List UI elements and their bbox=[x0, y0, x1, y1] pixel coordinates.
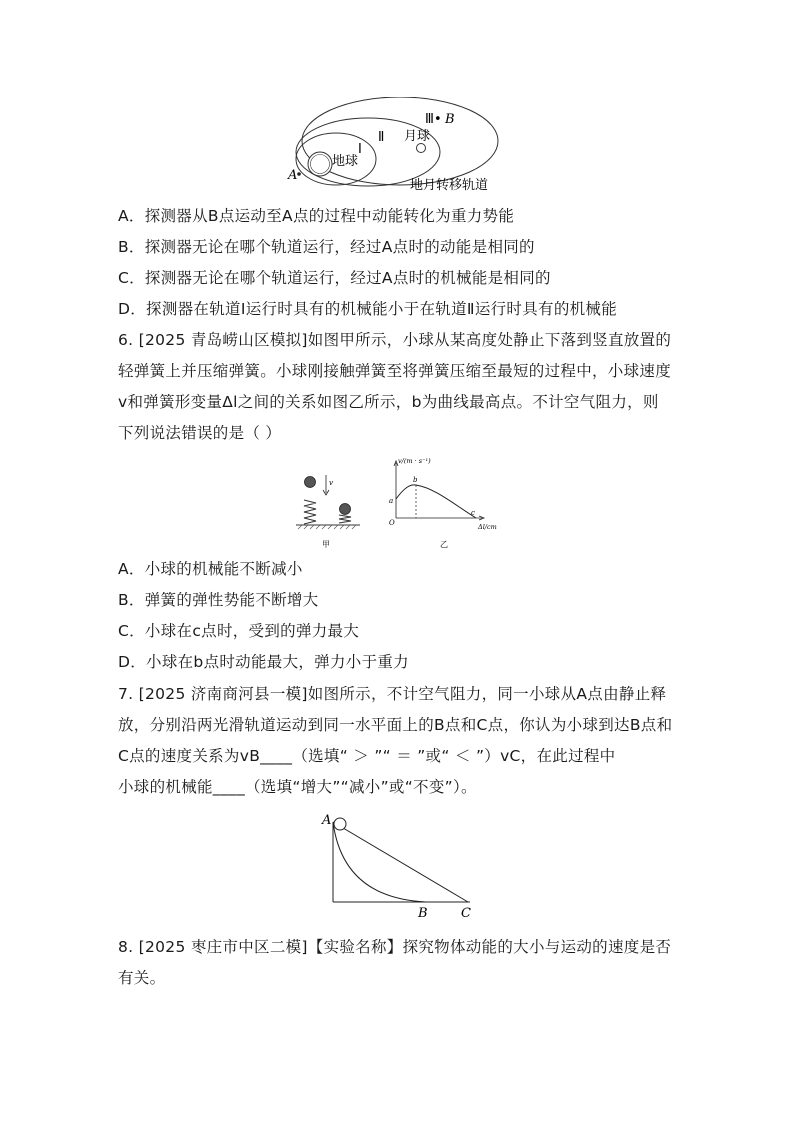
graph-point-b: b bbox=[413, 476, 418, 484]
q7-stem-line-4: 小球的机械能____（选填“增大”“减小”或“不变”）。 bbox=[118, 778, 477, 796]
graph-y-label: v/(m · s⁻¹) bbox=[398, 457, 431, 465]
point-a-dot bbox=[297, 172, 301, 176]
q7-stem-line-3: C点的速度关系为vB____（选填“ ＞ ”“ ＝ ”或“ ＜ ”）vC，在此过程中 bbox=[118, 747, 616, 765]
graph-point-c: c bbox=[471, 509, 475, 517]
point-b-label: B bbox=[418, 906, 428, 921]
transfer-orbit-ellipse bbox=[302, 97, 498, 185]
ball-at-a bbox=[334, 818, 346, 830]
q6-option-b: B．弹簧的弹性势能不断增大 bbox=[118, 591, 319, 609]
q8-stem-line-1: 8. [2025 枣庄市中区二模]【实验名称】探究物体动能的大小与运动的速度是否 bbox=[118, 938, 672, 956]
moon-label: 月球 bbox=[404, 129, 431, 144]
caption-yi: 乙 bbox=[440, 540, 448, 549]
velocity-label: v bbox=[329, 479, 333, 487]
q6-stem-line-4: 下列说法错误的是（ ） bbox=[118, 424, 282, 442]
earth-label: 地球 bbox=[332, 154, 359, 169]
point-a-label: A bbox=[288, 168, 298, 183]
q5-option-b: B．探测器无论在哪个轨道运行，经过A点时的动能是相同的 bbox=[118, 238, 535, 256]
spring-right bbox=[339, 515, 351, 523]
q6-option-d: D．小球在b点时动能最大，弹力小于重力 bbox=[118, 653, 409, 671]
falling-ball bbox=[305, 477, 316, 488]
q6-option-c: C．小球在c点时，受到的弹力最大 bbox=[118, 622, 360, 640]
q7-stem-line-1: 7. [2025 济南商河县一模]如图所示，不计空气阻力，同一小球从A点由静止释 bbox=[118, 685, 667, 703]
straight-track-ac bbox=[333, 822, 468, 902]
graph-point-a: a bbox=[389, 497, 394, 505]
point-a-label: A bbox=[322, 813, 332, 828]
track-figure bbox=[318, 810, 483, 922]
q5-option-d: D．探测器在轨道Ⅰ运行时具有的机械能小于在轨道Ⅱ运行时具有的机械能 bbox=[118, 300, 618, 318]
orbit-iii-label: Ⅲ• bbox=[425, 112, 442, 127]
graph-x-label: Δl/cm bbox=[478, 523, 497, 531]
point-c-label: C bbox=[461, 906, 471, 921]
caption-jia: 甲 bbox=[322, 540, 330, 549]
q6-stem-line-2: 轻弹簧上并压缩弹簧。小球刚接触弹簧至将弹簧压缩至最短的过程中，小球速度 bbox=[118, 362, 672, 380]
q6-stem-line-3: v和弹簧形变量Δl之间的关系如图乙所示，b为曲线最高点。不计空气阻力，则 bbox=[118, 393, 659, 411]
spring-figure bbox=[290, 455, 520, 552]
q6-stem-line-1: 6. [2025 青岛崂山区模拟]如图甲所示，小球从某高度处静止下落到竖直放置的 bbox=[118, 331, 672, 349]
graph-origin-label: O bbox=[389, 519, 395, 527]
q7-stem-line-2: 放，分别沿两光滑轨道运动到同一水平面上的B点和C点，你认为小球到达B点和 bbox=[118, 716, 673, 734]
ground-hatch bbox=[298, 525, 356, 529]
spring-left bbox=[304, 500, 316, 524]
q5-option-a: A．探测器从B点运动至A点的过程中动能转化为重力势能 bbox=[118, 207, 515, 225]
earth-circle bbox=[308, 152, 332, 176]
transfer-orbit-label: 地月转移轨道 bbox=[410, 178, 489, 193]
q5-option-c: C．探测器无论在哪个轨道运行，经过A点时的机械能是相同的 bbox=[118, 269, 551, 287]
point-b-label: B bbox=[445, 112, 455, 127]
ball-on-spring bbox=[340, 504, 351, 515]
moon-circle bbox=[417, 144, 426, 153]
q8-stem-line-2: 有关。 bbox=[118, 969, 166, 987]
curved-track-ab bbox=[333, 822, 426, 902]
q6-option-a: A．小球的机械能不断减小 bbox=[118, 560, 303, 578]
orbit-ii-label: Ⅱ bbox=[378, 130, 385, 145]
velocity-curve bbox=[396, 485, 476, 518]
orbit-figure bbox=[280, 97, 530, 197]
orbit-i-label: Ⅰ bbox=[358, 142, 362, 157]
